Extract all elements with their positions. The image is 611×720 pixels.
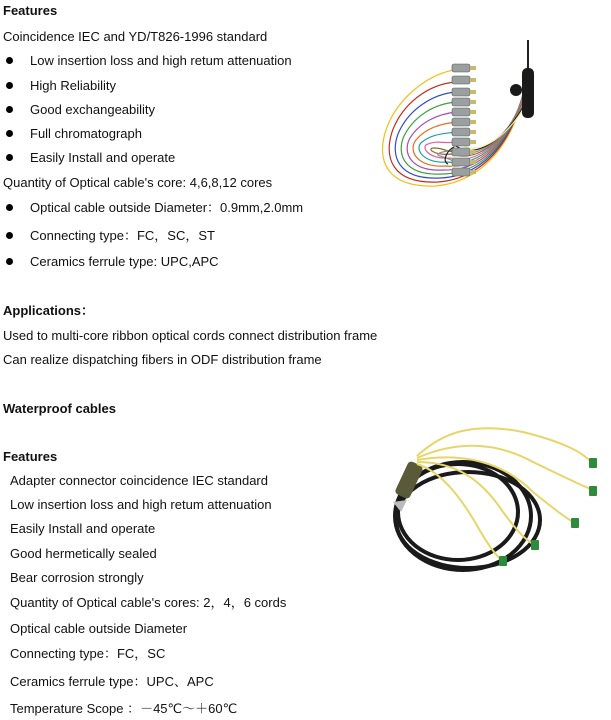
quantity-line: Quantity of Optical cable's core: 4,6,8,12 cores bbox=[3, 175, 273, 190]
waterproof-title: Waterproof cables bbox=[3, 401, 116, 416]
features-heading: Features bbox=[3, 3, 58, 18]
waterproof-item: Optical cable outside Diameter bbox=[10, 621, 188, 636]
waterproof-item: Bear corrosion strongly bbox=[10, 570, 144, 585]
bullet bbox=[6, 82, 13, 89]
waterproof-features-heading: Features bbox=[3, 449, 58, 464]
application-line: Used to multi-core ribbon optical cords connect distribution frame bbox=[3, 328, 378, 343]
feature-item: Good exchangeability bbox=[30, 102, 156, 117]
waterproof-item: Easily Install and operate bbox=[10, 521, 156, 536]
bullet bbox=[6, 106, 13, 113]
bullet bbox=[6, 204, 13, 211]
applications-heading: Applications： bbox=[3, 303, 95, 318]
bullet bbox=[6, 232, 13, 239]
waterproof-item: Adapter connector coincidence IEC standard bbox=[10, 473, 268, 488]
feature-item: Low insertion loss and high retum attenuation bbox=[30, 53, 292, 68]
feature-item: Easily Install and operate bbox=[30, 150, 176, 165]
feature-item: Connecting type：FC，SC，ST bbox=[30, 228, 215, 243]
bullet bbox=[6, 154, 13, 161]
fanout-pigtail-cable-photo bbox=[376, 40, 546, 192]
waterproof-cable-photo bbox=[383, 412, 609, 574]
waterproof-item: Ceramics ferrule type：UPC、APC bbox=[10, 674, 214, 689]
bullet bbox=[6, 258, 13, 265]
feature-item: Optical cable outside Diameter：0.9mm,2.0mm bbox=[30, 200, 304, 215]
application-line: Can realize dispatching fibers in ODF distribution frame bbox=[3, 352, 322, 367]
waterproof-item: Quantity of Optical cable's cores: 2，4，6 cords bbox=[10, 595, 287, 610]
bullet bbox=[6, 130, 13, 137]
standard-line: Coincidence IEC and YD/T826-1996 standard bbox=[3, 29, 268, 44]
feature-item: High Reliability bbox=[30, 78, 116, 93]
waterproof-item: Temperature Scope ：－45℃～＋60℃ bbox=[10, 701, 238, 716]
feature-item: Ceramics ferrule type: UPC,APC bbox=[30, 254, 219, 269]
waterproof-item: Low insertion loss and high retum attenuation bbox=[10, 497, 272, 512]
bullet bbox=[6, 57, 13, 64]
feature-item: Full chromatograph bbox=[30, 126, 142, 141]
waterproof-item: Good hermetically sealed bbox=[10, 546, 157, 561]
waterproof-item: Connecting type：FC，SC bbox=[10, 646, 166, 661]
